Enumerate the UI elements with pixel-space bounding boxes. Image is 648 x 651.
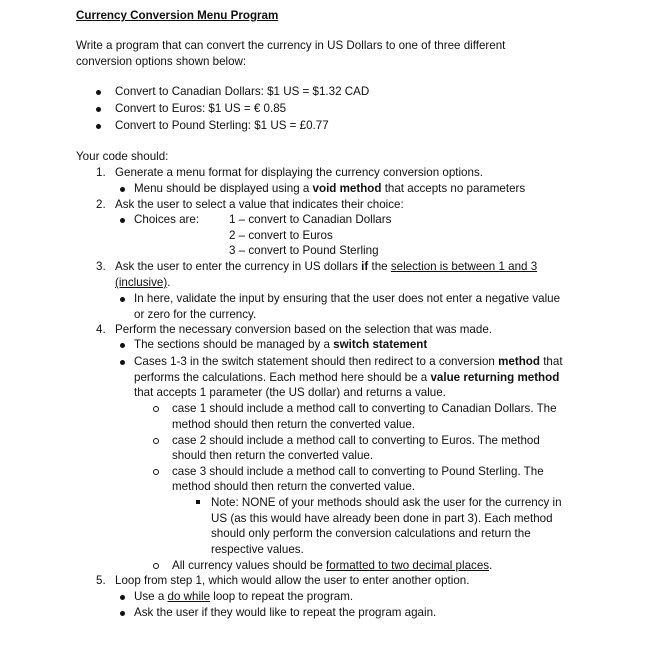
step4-text: Perform the necessary conversion based on the selection that was made.	[115, 323, 493, 336]
bullet-icon	[96, 124, 101, 129]
step5-sub: Ask the user if they would like to repeat the program again.	[134, 606, 437, 619]
step5-sub: Use a do while loop to repeat the program.	[134, 590, 354, 603]
intro-line: conversion options shown below:	[76, 55, 247, 68]
step3-text: (inclusive).	[115, 276, 171, 289]
step-number: 5.	[96, 574, 106, 587]
intro-line: Write a program that can convert the currency in US Dollars to one of three different	[76, 39, 506, 52]
case-item: method should then return the converted value.	[172, 480, 415, 493]
square-bullet-icon	[196, 500, 200, 504]
bullet-icon	[120, 218, 125, 223]
step4-sub: that accepts 1 parameter (the US dollar) and returns a value.	[134, 386, 446, 399]
code-should-heading: Your code should:	[76, 150, 169, 163]
bullet-icon	[120, 187, 125, 192]
all-values-line: All currency values should be formatted to two decimal places.	[172, 559, 493, 572]
note-line: respective values.	[211, 543, 304, 556]
step-number: 2.	[96, 198, 106, 211]
bullet-icon	[120, 297, 125, 302]
bullet-icon	[120, 595, 125, 600]
note-line: should only perform the conversion calculations and return the	[211, 527, 531, 540]
bullet-icon	[120, 360, 125, 365]
option-item: Convert to Pound Sterling: $1 US = £0.77	[115, 119, 329, 132]
case-item: case 1 should include a method call to converting to Canadian Dollars. The	[172, 402, 557, 415]
case-item: should then return the converted value.	[172, 449, 374, 462]
case-item: method should then return the converted value.	[172, 418, 415, 431]
step-number: 4.	[96, 323, 106, 336]
choice-item: 3 – convert to Pound Sterling	[229, 244, 379, 257]
circle-bullet-icon	[153, 406, 159, 412]
step4-sub: The sections should be managed by a switch statement	[134, 338, 428, 351]
bullet-icon	[96, 107, 101, 112]
step4-sub: Cases 1-3 in the switch statement should then redirect to a conversion method that	[134, 355, 563, 368]
note-line: US (as this would have already been done in part 3). Each method	[211, 512, 553, 525]
circle-bullet-icon	[153, 469, 159, 475]
case-item: case 3 should include a method call to converting to Pound Sterling. The	[172, 465, 544, 478]
step1-text: Generate a menu format for displaying the currency conversion options.	[115, 166, 483, 179]
step3-text: Ask the user to enter the currency in US dollars if the selection is between 1 and 3	[115, 260, 538, 273]
choice-item: 2 – convert to Euros	[229, 229, 333, 242]
choices-label: Choices are:	[134, 213, 200, 226]
bullet-icon	[96, 90, 101, 95]
page-title: Currency Conversion Menu Program	[76, 9, 279, 22]
step2-text: Ask the user to select a value that indicates their choice:	[115, 198, 404, 211]
option-item: Convert to Canadian Dollars: $1 US = $1.32 CAD	[115, 85, 370, 98]
step1-sub: Menu should be displayed using a void method that accepts no parameters	[134, 182, 526, 195]
step5-text: Loop from step 1, which would allow the user to enter another option.	[115, 574, 470, 587]
circle-bullet-icon	[153, 563, 159, 569]
option-item: Convert to Euros: $1 US = € 0.85	[115, 102, 287, 115]
note-line: Note: NONE of your methods should ask the user for the currency in	[211, 496, 562, 509]
circle-bullet-icon	[153, 438, 159, 444]
step4-sub: performs the calculations. Each method here should be a value returning method	[134, 371, 560, 384]
step-number: 1.	[96, 166, 106, 179]
choice-item: 1 – convert to Canadian Dollars	[229, 213, 392, 226]
step3-sub: In here, validate the input by ensuring that the user does not enter a negative value	[134, 292, 561, 305]
step-number: 3.	[96, 260, 106, 273]
case-item: case 2 should include a method call to converting to Euros. The method	[172, 434, 540, 447]
bullet-icon	[120, 343, 125, 348]
step3-sub: or zero for the currency.	[134, 308, 257, 321]
bullet-icon	[120, 611, 125, 616]
